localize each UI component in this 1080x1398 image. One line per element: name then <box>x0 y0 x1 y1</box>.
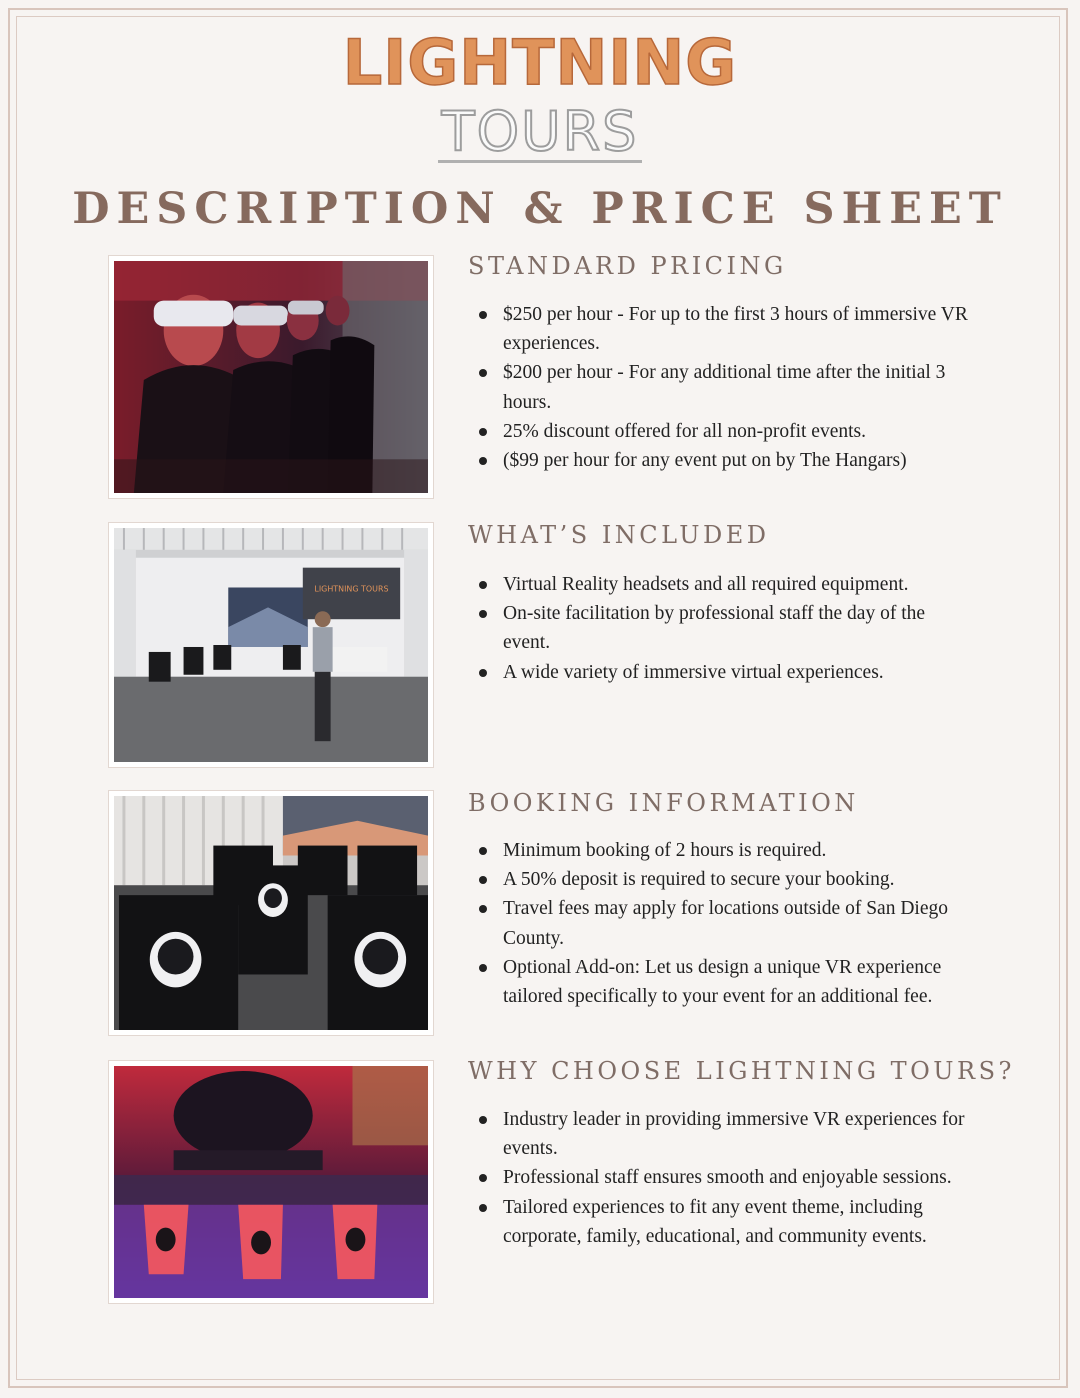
photo-vr-headsets <box>108 790 434 1036</box>
list-item: Optional Add-on: Let us design a unique VR experience tailored specifically to your event for an additional fee. <box>476 953 976 1011</box>
bullet-list <box>476 300 976 475</box>
list-item: ($99 per hour for any event put on by The Hangars) <box>476 446 976 475</box>
page-title: DESCRIPTION & PRICE SHEET <box>72 184 1008 234</box>
logo-lightning <box>0 26 1080 99</box>
section-heading: WHAT’S INCLUDED <box>468 521 770 549</box>
banner-text: LIGHTNING TOURS <box>314 584 389 594</box>
section-heading: WHY CHOOSE LIGHTNING TOURS? <box>468 1057 1015 1085</box>
list-item: Travel fees may apply for locations outside of San Diego County. <box>476 894 976 952</box>
list-item: 25% discount offered for all non-profit events. <box>476 417 976 446</box>
list-item: Professional staff ensures smooth and enjoyable sessions. <box>476 1163 976 1192</box>
logo-tours-text: TOURS <box>438 104 643 163</box>
list-item: $200 per hour - For any additional time after the initial 3 hours. <box>476 358 976 416</box>
section-heading: STANDARD PRICING <box>468 252 787 280</box>
list-item: A 50% deposit is required to secure your booking. <box>476 865 976 894</box>
list-item: Tailored experiences to fit any event theme, including corporate, family, educational, and community events. <box>476 1193 976 1251</box>
logo-lightning-text: LIGHTNING <box>342 26 738 99</box>
list-item: $250 per hour - For up to the first 3 hours of immersive VR experiences. <box>476 300 976 358</box>
section-heading: BOOKING INFORMATION <box>468 789 859 817</box>
bullet-list <box>476 836 976 1011</box>
photo-helicopter-event <box>108 1060 434 1304</box>
photo-vr-setup <box>108 522 434 768</box>
list-item: Virtual Reality headsets and all required equipment. <box>476 570 976 599</box>
list-item: On-site facilitation by professional staff the day of the event. <box>476 599 976 657</box>
bullet-list <box>476 1105 976 1251</box>
vr-setup-image <box>114 528 428 762</box>
list-item: Industry leader in providing immersive VR experiences for events. <box>476 1105 976 1163</box>
vr-headsets-image <box>114 796 428 1030</box>
list-item: Minimum booking of 2 hours is required. <box>476 836 976 865</box>
helicopter-event-image <box>114 1066 428 1298</box>
bullet-list <box>476 570 976 687</box>
list-item: A wide variety of immersive virtual experiences. <box>476 658 976 687</box>
photo-vr-audience <box>108 255 434 499</box>
logo-tours <box>0 100 1080 163</box>
vr-audience-image <box>114 261 428 493</box>
